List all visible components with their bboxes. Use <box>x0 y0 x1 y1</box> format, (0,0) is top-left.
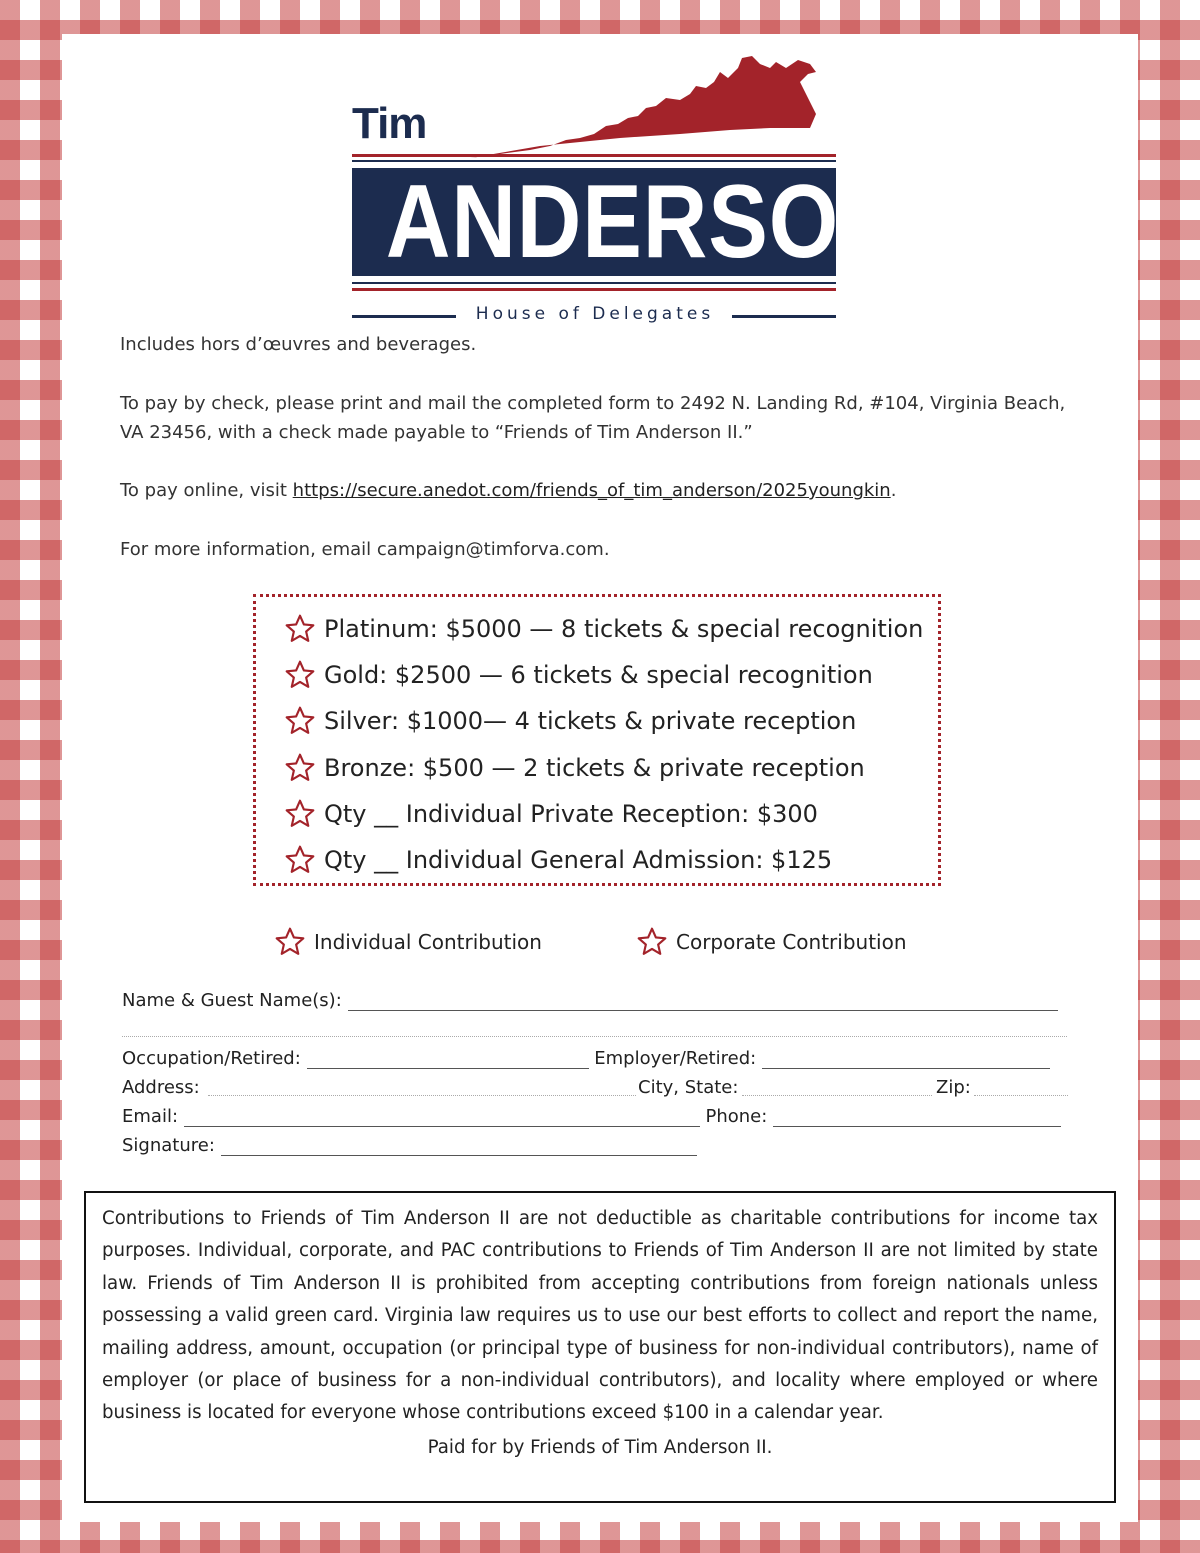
zip-field[interactable] <box>974 1077 1068 1096</box>
legal-disclaimer-box <box>84 1191 1116 1503</box>
virginia-map-icon <box>470 54 850 164</box>
tier-gold[interactable] <box>284 655 873 695</box>
subtitle-rule-left <box>352 315 456 318</box>
signature-label: Signature: <box>122 1135 215 1156</box>
online-prefix: To pay online, visit <box>120 480 293 501</box>
intro-food: Includes hors d’œuvres and beverages. <box>120 334 477 355</box>
star-outline-icon <box>284 844 316 876</box>
flyer-page <box>62 34 1138 1522</box>
star-outline-icon <box>636 926 668 958</box>
top-red-rule <box>352 154 836 157</box>
tier-label: Qty __ Individual Private Reception: $300 <box>324 800 818 828</box>
address-label: Address: <box>122 1077 200 1098</box>
subtitle-row <box>352 304 836 324</box>
bottom-red-rule <box>352 288 836 291</box>
employer-field[interactable] <box>762 1050 1050 1069</box>
tier-bronze[interactable] <box>284 748 865 788</box>
signature-field[interactable] <box>221 1137 697 1156</box>
tier-platinum[interactable] <box>284 609 923 649</box>
tier-label: Qty __ Individual General Admission: $125 <box>324 846 833 874</box>
email-field[interactable] <box>184 1108 700 1127</box>
phone-field[interactable] <box>773 1108 1061 1127</box>
top-navy-rule <box>352 160 836 162</box>
tier-silver[interactable] <box>284 701 856 741</box>
tier-label: Bronze: $500 — 2 tickets & private reception <box>324 754 865 782</box>
star-outline-icon <box>284 798 316 830</box>
tier-private-reception[interactable] <box>284 794 818 834</box>
intro-check: To pay by check, please print and mail the completed form to 2492 N. Landing Rd, #104, Virginia Beach, VA 23456, with a check made payable to “Friends of Tim Anderson II.” <box>120 393 1066 443</box>
guest-name-field[interactable] <box>122 1018 1067 1037</box>
star-outline-icon <box>284 752 316 784</box>
option-label: Individual Contribution <box>314 930 542 954</box>
first-name: Tim <box>352 99 427 148</box>
online-suffix: . <box>890 480 897 501</box>
address-field[interactable] <box>208 1077 636 1096</box>
employer-label: Employer/Retired: <box>594 1048 757 1069</box>
city-state-label: City, State: <box>638 1077 739 1098</box>
intro-online <box>120 476 1080 505</box>
individual-contribution-option[interactable] <box>274 926 542 958</box>
occupation-row <box>122 1048 1132 1074</box>
donation-link[interactable]: https://secure.anedot.com/friends_of_tim_anderson/2025youngkin <box>292 480 891 501</box>
star-outline-icon <box>274 926 306 958</box>
name-label: Name & Guest Name(s): <box>122 990 342 1011</box>
city-state-field[interactable] <box>742 1077 932 1096</box>
tier-label: Gold: $2500 — 6 tickets & special recognition <box>324 661 873 689</box>
name-row <box>122 990 1132 1016</box>
tier-general-admission[interactable] <box>284 840 832 880</box>
signature-row <box>122 1135 1132 1161</box>
star-outline-icon <box>284 659 316 691</box>
option-label: Corporate Contribution <box>676 930 907 954</box>
address-row <box>122 1077 1132 1103</box>
name-row-continued <box>122 1016 1132 1042</box>
disclaimer-text: Contributions to Friends of Tim Anderson II are not deductible as charitable contributions for income tax purposes. Individual, corporate, and PAC contributions to Friends of Tim Anderson II are not limited by state law. Friends of Tim Anderson II is prohibited from accepting contributions from foreign nationals unless possessing a valid green card. Virginia law requires us to use our best efforts to collect and report the name, mailing address, amount, occupation (or principal type of business for non-individual contributors), name of employer (or place of business for a non-individual contributors), and locality where employed or where business is located for everyone whose contributions exceed $100 in a calendar year. <box>102 1208 1098 1424</box>
subtitle: House of Delegates <box>475 304 715 324</box>
phone-label: Phone: <box>705 1106 768 1127</box>
tier-label: Silver: $1000— 4 tickets & private reception <box>324 707 857 735</box>
corporate-contribution-option[interactable] <box>636 926 907 958</box>
star-outline-icon <box>284 705 316 737</box>
tier-label: Platinum: $5000 — 8 tickets & special recognition <box>324 615 924 643</box>
occupation-label: Occupation/Retired: <box>122 1048 301 1069</box>
bottom-navy-rule <box>352 282 836 284</box>
star-outline-icon <box>284 613 316 645</box>
occupation-field[interactable] <box>307 1050 589 1069</box>
subtitle-rule-right <box>732 315 836 318</box>
last-name: ANDERSON <box>385 164 905 280</box>
campaign-logo <box>352 54 905 324</box>
sponsorship-tiers <box>253 594 941 886</box>
email-label: Email: <box>122 1106 179 1127</box>
email-row <box>122 1106 1132 1132</box>
intro-contact: For more information, email campaign@timforva.com. <box>120 539 610 560</box>
name-field[interactable] <box>348 992 1058 1011</box>
zip-label: Zip: <box>936 1077 971 1098</box>
paid-for-by: Paid for by Friends of Tim Anderson II. <box>427 1436 773 1458</box>
